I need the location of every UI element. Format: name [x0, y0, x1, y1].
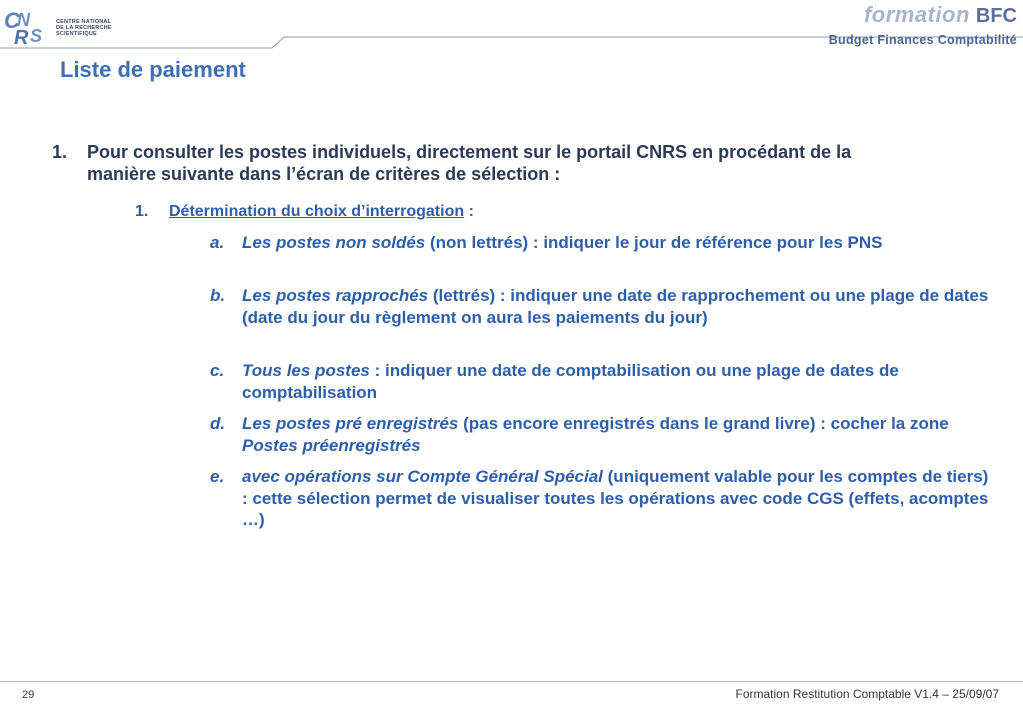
item-emphasis: Les postes pré enregistrés [242, 414, 459, 433]
footer-divider [0, 681, 1023, 682]
svg-text:N: N [17, 10, 30, 30]
list-item-a [210, 232, 990, 254]
brand-logo [864, 2, 1017, 28]
item-number: 1. [52, 142, 68, 162]
brand-bfc: BFC [975, 5, 1017, 27]
cnrs-line: DE LA RECHERCHE [56, 25, 112, 31]
header [0, 0, 1023, 56]
item-emphasis: Les postes rapprochés [242, 286, 429, 305]
item-emphasis-2: Postes préenregistrés [242, 435, 421, 455]
cnrs-line: SCIENTIFIQUE [56, 31, 97, 37]
svg-text:R: R [14, 27, 29, 48]
item-text: Pour consulter les postes individuels, directement sur le portail CNRS en procédant de la manière suivante dans l’écran de critères de sélection : [87, 142, 852, 184]
brand-formation: formation [863, 2, 970, 27]
list-item-level1 [52, 142, 912, 185]
item-letter: a. [210, 233, 225, 252]
brand-subtitle: Budget Finances Comptabilité [828, 33, 1017, 47]
item-text: : indiquer une date de comptabilisation ou une plage de dates de comptabilisation [242, 361, 899, 402]
list-item-d [210, 413, 990, 456]
list-item-e [210, 466, 990, 531]
footer-text: Formation Restitution Comptable V1.4 – 25/09/07 [735, 687, 999, 701]
item-letter: d. [210, 414, 226, 433]
item-suffix: : [464, 203, 474, 220]
svg-text:C: C [4, 8, 20, 33]
item-text: (pas encore enregistrés dans le grand livre) : cocher la zone [458, 414, 949, 433]
item-letter: b. [210, 286, 226, 305]
item-text: (uniquement valable pour les comptes de tiers) : cette sélection permet de visualiser toutes les opérations avec code CGS (effets, acomptes …) [242, 467, 989, 529]
list-item-b [210, 285, 990, 328]
item-letter: c. [210, 361, 225, 380]
cnrs-line: CENTRE NATIONAL [56, 19, 112, 25]
list-item-level2 [135, 201, 835, 223]
list-item-c [210, 360, 990, 403]
item-label: Détermination du choix d’interrogation [169, 203, 465, 220]
item-emphasis: avec opérations sur Compte Général Spécial [242, 467, 603, 486]
item-text: (lettrés) : indiquer une date de rapprochement ou une plage de dates (date du jour du règlement on aura les paiements du jour) [242, 286, 989, 327]
item-text: (non lettrés) : indiquer le jour de référence pour les PNS [425, 233, 883, 252]
item-emphasis: Les postes non soldés [242, 233, 426, 252]
page-number: 29 [22, 689, 35, 701]
page-title: Liste de paiement [60, 57, 246, 82]
svg-text:S: S [30, 26, 43, 46]
item-number: 1. [135, 203, 149, 220]
item-letter: e. [210, 467, 225, 486]
item-emphasis: Tous les postes [242, 361, 370, 380]
